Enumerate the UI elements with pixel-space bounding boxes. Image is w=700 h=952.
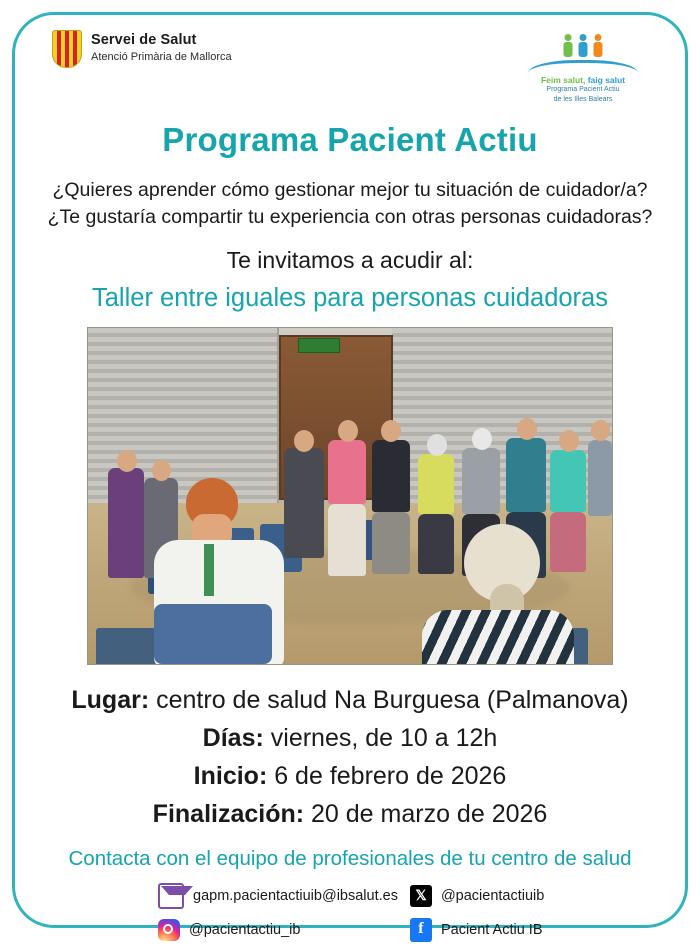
social-item-facebook[interactable] [398,918,630,942]
group-photo [87,327,613,665]
page-title: Programa Pacient Actiu [162,120,538,158]
detail-row-inicio [30,757,670,795]
logo-subline-1: Programa Pacient Actiu [546,86,620,93]
logo-arc-decoration [528,60,638,73]
logo-tagline-green: Feim salut, [540,75,586,85]
questions-block [30,177,670,232]
catalan-shield-icon [52,30,82,68]
detail-row-lugar [30,681,670,719]
logo-tagline [508,75,658,85]
question-2: ¿Te gustaría compartir tu experiencia con otras personas cuidadoras? [47,205,653,228]
email-icon [158,883,184,909]
instagram-icon [158,919,180,941]
social-item-x[interactable] [398,883,630,909]
social-label-email: gapm.pacientactiuib@ibsalut.es [193,888,398,905]
facebook-icon: f [410,918,432,942]
workshop-title: Taller entre iguales para personas cuidadoras [92,284,608,313]
detail-value-inicio: 6 de febrero de 2026 [267,762,507,791]
detail-value-finalizacion: 20 de marzo de 2026 [304,800,548,829]
brand-subtitle: Atenció Primària de Mallorca [91,51,232,64]
brand-name: Servei de Salut [91,32,197,49]
social-label-facebook: Pacient Actiu IB [440,922,543,939]
detail-row-finalizacion [30,795,670,833]
detail-label-inicio: Inicio: [193,762,268,791]
social-label-x: @pacientactiuib [440,888,545,905]
logo-subline-2: de les Illes Balears [553,95,613,103]
contact-call-to-action: Contacta con el equipo de profesionales de tu centro de salud [68,847,632,871]
social-links [70,883,630,942]
detail-label-lugar: Lugar: [71,686,150,715]
feim-salut-figures-icon [508,30,658,58]
invite-text: Te invitamos a acudir al: [226,247,474,274]
detail-row-dias [30,719,670,757]
event-details [30,681,670,833]
detail-value-lugar: centro de salud Na Burguesa (Palmanova) [149,686,629,715]
logo-pacient-actiu [508,30,658,105]
logo-tagline-blue: faig salut [585,75,626,85]
detail-label-dias: Días: [202,724,264,753]
question-1: ¿Quieres aprender cómo gestionar mejor tu situación de cuidador/a? [52,178,648,201]
header [30,22,670,105]
social-item-email[interactable] [70,883,398,909]
social-item-instagram[interactable] [70,918,398,942]
x-twitter-icon: 𝕏 [410,885,432,907]
detail-value-dias: viernes, de 10 a 12h [263,724,498,753]
logo-servei-de-salut [52,30,232,68]
social-label-instagram: @pacientactiu_ib [189,922,301,939]
detail-label-finalizacion: Finalización: [152,800,305,829]
